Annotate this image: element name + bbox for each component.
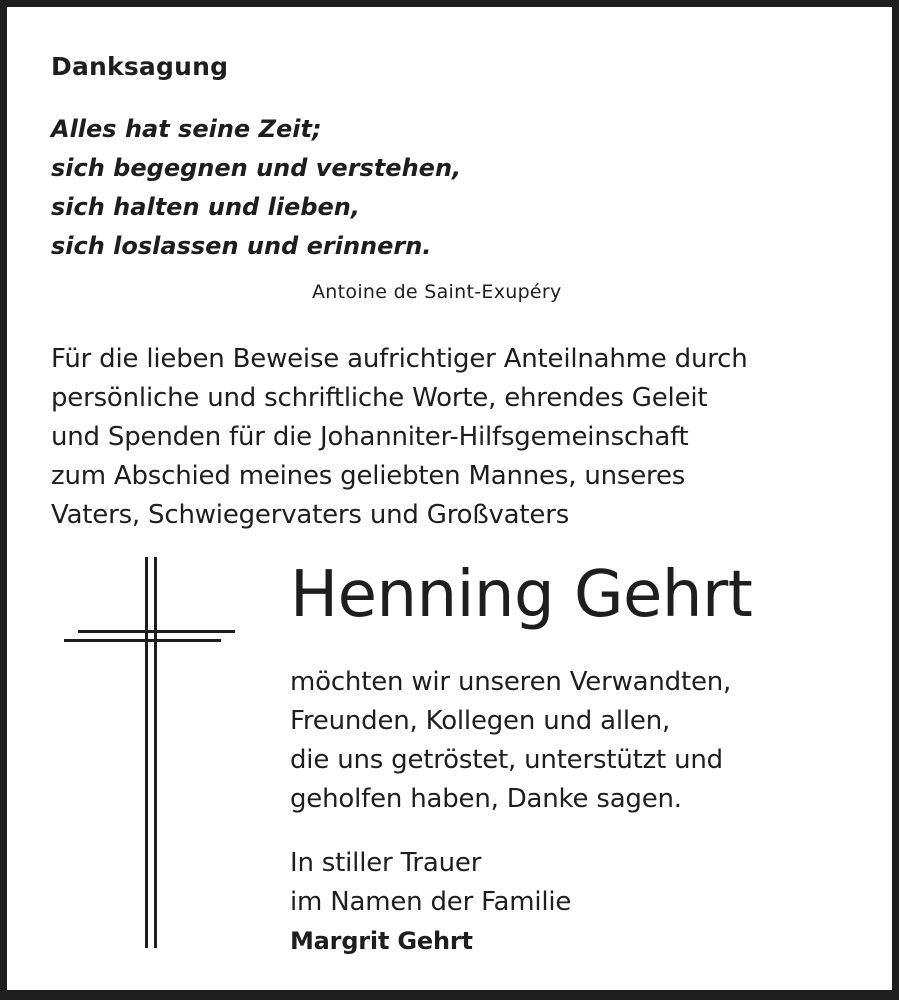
thanks-line-1: möchten wir unseren Verwandten,: [290, 667, 732, 697]
poem-author: Antoine de Saint-Exupéry: [312, 281, 562, 303]
thanks-paragraph: [290, 663, 731, 819]
poem-line-2: sich begegnen und verstehen,: [51, 154, 462, 182]
intro-line-3: und Spenden für die Johanniter-Hilfsgemeinschaft: [51, 422, 689, 452]
signoff-block: [290, 844, 571, 961]
intro-line-2: persönliche und schriftliche Worte, ehrendes Geleit: [51, 383, 708, 413]
poem-line-4: sich loslassen und erinnern.: [51, 232, 432, 260]
deceased-name: Henning Gehrt: [290, 558, 753, 632]
thanks-line-3: die uns getröstet, unterstützt und: [290, 745, 723, 775]
poem-line-3: sich halten und lieben,: [51, 193, 360, 221]
intro-line-1: Für die lieben Beweise aufrichtiger Anteilnahme durch: [51, 344, 748, 374]
poem-line-1: Alles hat seine Zeit;: [51, 115, 322, 143]
signoff-line-2: im Namen der Familie: [290, 887, 572, 917]
thanks-line-4: geholfen haben, Danke sagen.: [290, 784, 682, 814]
thanks-line-2: Freunden, Kollegen und allen,: [290, 706, 671, 736]
poem-quote: [51, 110, 461, 266]
intro-paragraph: [51, 340, 748, 535]
double-line-cross-icon: [62, 555, 242, 955]
signature-name: Margrit Gehrt: [290, 927, 473, 955]
intro-line-4: zum Abschied meines geliebten Mannes, unseres: [51, 461, 686, 491]
intro-line-5: Vaters, Schwiegervaters und Großvaters: [51, 500, 570, 530]
signoff-line-1: In stiller Trauer: [290, 848, 482, 878]
notice-heading: Danksagung: [51, 52, 229, 81]
